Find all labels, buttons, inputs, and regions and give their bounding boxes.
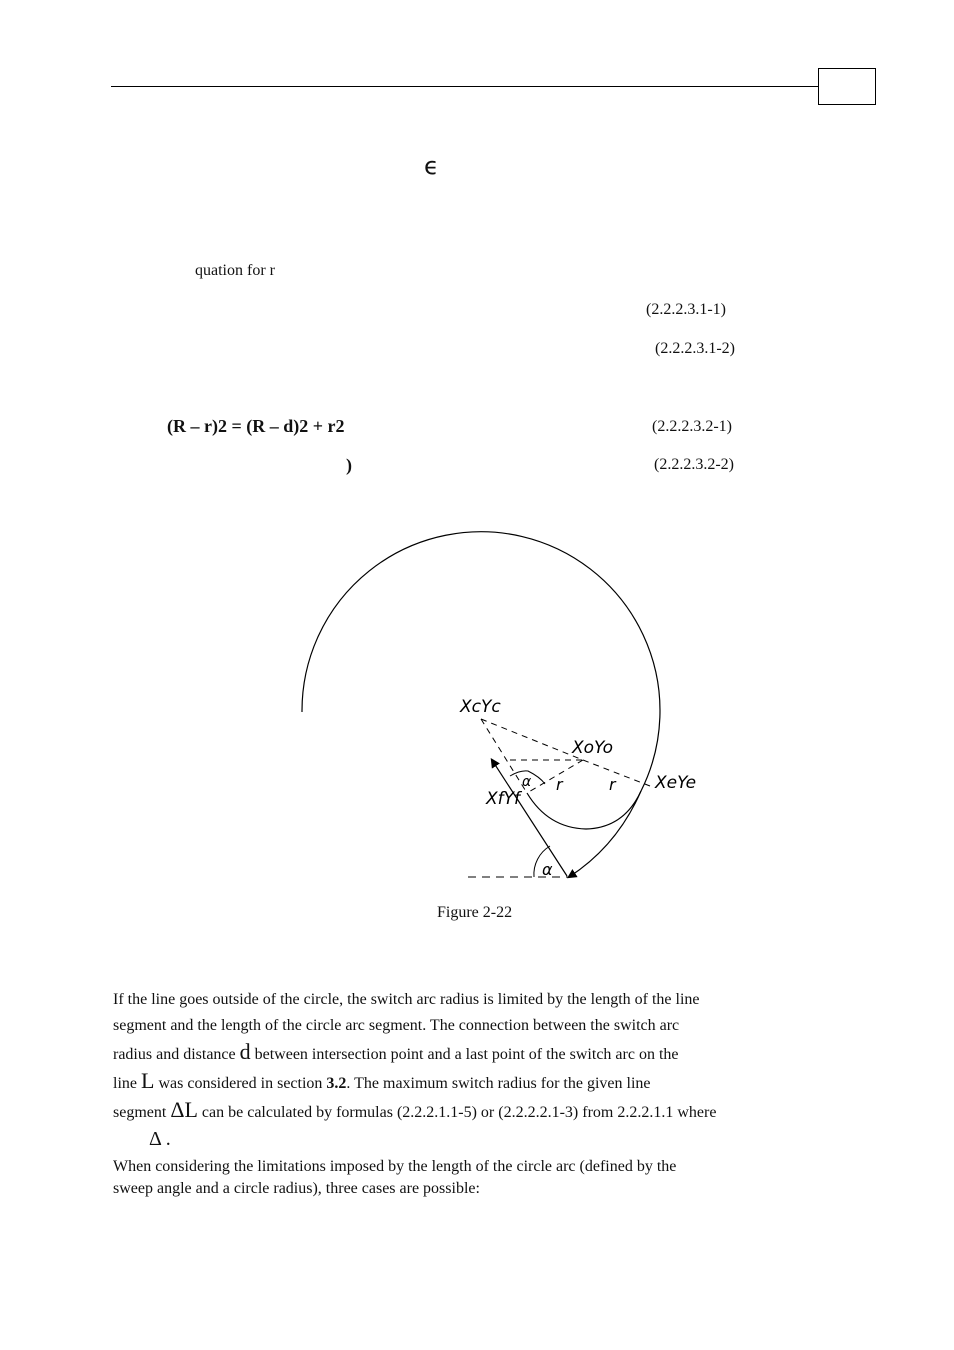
symbol-delta-L: ΔL: [170, 1097, 198, 1122]
dashed-origin-to-first: [527, 760, 583, 793]
dashed-origin-to-end: [583, 760, 650, 786]
label-r-1: r: [556, 775, 563, 794]
label-xeye: XeYe: [655, 773, 697, 793]
para1-line-2: segment and the length of the circle arc segment. The connection between the switch arc: [113, 1017, 680, 1034]
label-alpha-outer: α: [542, 860, 553, 879]
para1-line-6: Δ .: [149, 1128, 171, 1150]
symbol-L: L: [141, 1068, 155, 1093]
label-r-2: r: [609, 775, 616, 794]
section-ref: 3.2: [326, 1075, 347, 1092]
epsilon-symbol: ϵ: [424, 152, 439, 180]
symbol-d: d: [239, 1039, 251, 1064]
label-xfyf: XfYf: [486, 789, 520, 809]
para1-line-3: radius and distance d between intersection point and a last point of the switch arc on the: [113, 1039, 679, 1064]
paragraph-switch-radius: [113, 987, 813, 1152]
equation-number-1: (2.2.2.3.1-1): [646, 301, 726, 318]
dashed-center-to-origin: [481, 719, 583, 760]
equation-number-4: (2.2.2.3.2-2): [654, 456, 734, 473]
equation-intro-fragment: quation for r: [195, 262, 275, 279]
label-xoyo: XoYo: [572, 738, 613, 758]
para1-line-1: If the line goes outside of the circle, the switch arc radius is limited by the length of the line: [113, 991, 700, 1008]
para1-line-5: segment ΔL can be calculated by formulas (2.2.2.1.1-5) or (2.2.2.2.1-3) from 2.2.2.1.1 where: [113, 1097, 717, 1122]
label-xcyc: XcYc: [460, 697, 501, 717]
equation-main: (R – r)2 = (R – d)2 + r2: [167, 416, 345, 436]
equation-number-3: (2.2.2.3.2-1): [652, 418, 732, 435]
paragraph-circle-arc-limits: [113, 1156, 813, 1200]
para1-line-4: line L was considered in section 3.2. The maximum switch radius for the given line: [113, 1068, 651, 1093]
equation-closing-paren: ): [346, 455, 352, 475]
para2-line-2: sweep angle and a circle radius), three cases are possible:: [113, 1180, 480, 1197]
figure-caption: Figure 2-22: [437, 904, 513, 921]
equation-number-2: (2.2.2.3.1-2): [655, 340, 735, 357]
label-alpha-inner: α: [522, 774, 532, 790]
para2-line-1: When considering the limitations imposed by the length of the circle arc (defined by the: [113, 1158, 677, 1175]
outer-arc: [569, 791, 641, 877]
dashed-center-to-first: [481, 719, 527, 793]
